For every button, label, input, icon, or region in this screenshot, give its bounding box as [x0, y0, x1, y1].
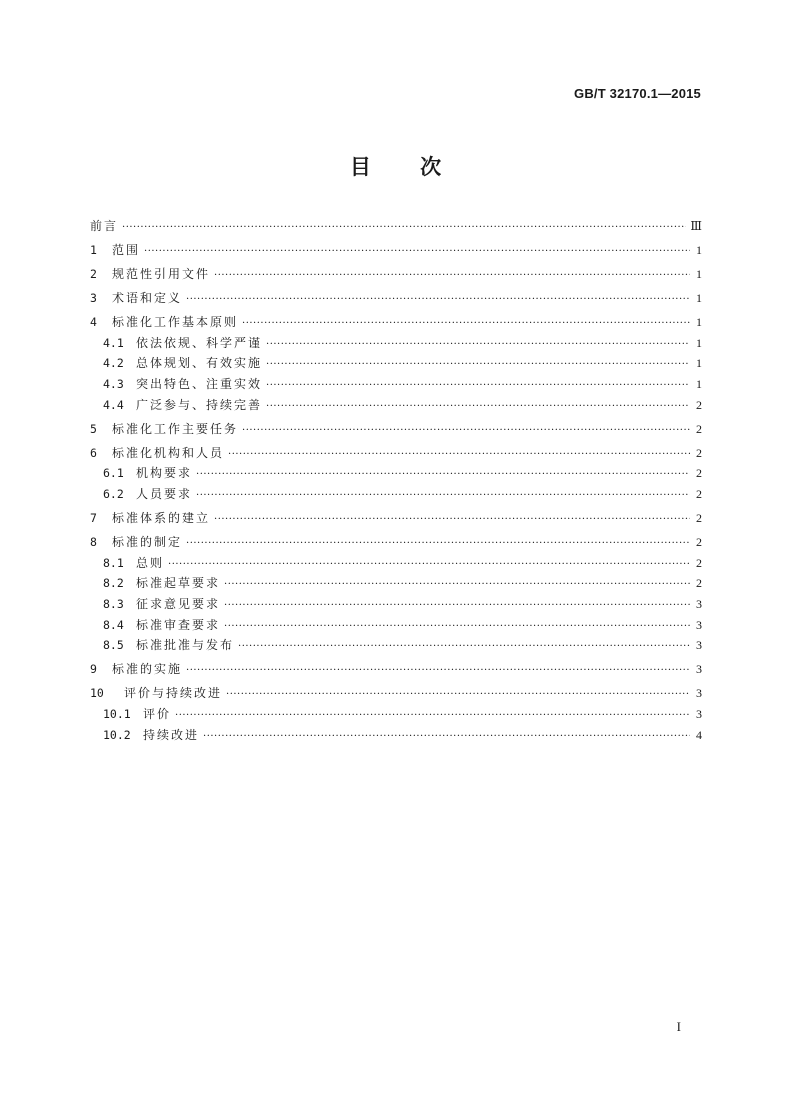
toc-entry[interactable]: [90, 288, 702, 309]
toc-entry-number: 2: [90, 266, 97, 281]
toc-entry-label: 标准的制定: [112, 535, 183, 549]
toc-entry-page: 1: [696, 377, 702, 391]
toc-entry-page: 3: [696, 662, 702, 677]
standard-code: GB/T 32170.1—2015: [574, 86, 701, 101]
toc-entry-page: 1: [696, 290, 702, 305]
dot-leader: [242, 421, 690, 442]
toc-entry-label: 广泛参与、持续完善: [136, 397, 263, 412]
dot-leader: [144, 242, 690, 263]
toc-entry-page: 2: [696, 555, 702, 570]
toc-entry[interactable]: [90, 484, 702, 505]
toc-entry-page: 3: [696, 686, 702, 701]
toc-entry-number: 8.4: [103, 617, 124, 632]
toc-entry-label: 范围: [112, 242, 141, 257]
toc-entry-page: 4: [696, 727, 702, 742]
toc-entry-number: 1: [90, 242, 97, 257]
toc-entry-label: 持续改进: [143, 727, 200, 742]
toc-entry[interactable]: [90, 443, 702, 464]
toc-entry-number: 10: [90, 686, 104, 701]
dot-leader: [242, 314, 690, 335]
toc-entry-page: 2: [696, 466, 702, 481]
toc-entry-page: 3: [696, 617, 702, 632]
toc-entry[interactable]: [90, 553, 702, 574]
dot-leader: [168, 555, 690, 576]
dot-leader: [228, 445, 690, 466]
dot-leader: [238, 637, 690, 658]
toc-entry[interactable]: [90, 573, 702, 594]
toc-entry[interactable]: [90, 216, 702, 237]
toc-entry[interactable]: [90, 333, 702, 354]
toc-entry-number: 10.1: [103, 707, 131, 722]
toc-entry-page: 1: [696, 314, 702, 329]
dot-leader: [122, 218, 686, 239]
toc-entry-label: 标准审查要求: [136, 617, 221, 632]
dot-leader: [266, 397, 690, 418]
toc-entry-page: Ⅲ: [690, 219, 702, 233]
toc-entry[interactable]: [90, 395, 702, 416]
toc-entry-label: 术语和定义: [112, 290, 183, 305]
toc-entry-label: 标准的实施: [112, 662, 183, 677]
dot-leader: [196, 465, 690, 486]
toc-entry-page: 2: [696, 535, 702, 549]
toc-entry-page: 1: [696, 242, 702, 257]
toc-entry-page: 2: [696, 421, 702, 436]
toc-entry-label: 标准化工作主要任务: [112, 421, 239, 436]
toc-entry-page: 2: [696, 511, 702, 526]
dot-leader: [175, 706, 690, 727]
toc-entry-label: 规范性引用文件: [112, 266, 211, 281]
toc-entry[interactable]: [90, 615, 702, 636]
toc-entry-number: 9: [90, 662, 97, 677]
toc-entry[interactable]: [90, 264, 702, 285]
toc-entry[interactable]: [90, 704, 702, 725]
dot-leader: [226, 685, 690, 706]
toc-entry-label: 标准体系的建立: [112, 511, 211, 526]
toc-entry[interactable]: [90, 683, 702, 704]
toc-entry-page: 2: [696, 487, 702, 502]
toc-entry[interactable]: [90, 240, 702, 261]
toc-entry-number: 4.3: [103, 377, 124, 391]
toc-entry-label: 标准化机构和人员: [112, 445, 225, 460]
toc-entry-label: 人员要求: [136, 487, 193, 502]
toc-entry-label: 总则: [136, 555, 165, 570]
dot-leader: [224, 596, 690, 617]
toc-entry-number: 6.2: [103, 487, 124, 502]
toc-entry[interactable]: [90, 635, 702, 656]
toc-entry-number: 4.1: [103, 335, 124, 350]
dot-leader: [186, 290, 690, 311]
toc-entry-page: 1: [696, 356, 702, 371]
toc-entry-number: 10.2: [103, 727, 131, 742]
toc-entry-number: 8: [90, 535, 97, 549]
toc-entry[interactable]: [90, 374, 702, 395]
dot-leader: [186, 534, 690, 555]
toc-entry-label: 突出特色、注重实效: [136, 377, 263, 391]
toc-entry[interactable]: [90, 463, 702, 484]
toc-entry-number: 8.5: [103, 638, 124, 653]
dot-leader: [214, 266, 690, 287]
page-number: I: [676, 1019, 681, 1034]
toc-entry-page: 2: [696, 397, 702, 412]
toc-entry-number: 6.1: [103, 466, 124, 481]
table-of-contents: [90, 216, 702, 745]
toc-entry-page: 3: [696, 707, 702, 722]
toc-entry-label: 前言: [90, 219, 119, 233]
toc-entry-number: 3: [90, 290, 97, 305]
toc-entry-label: 征求意见要求: [136, 597, 221, 612]
dot-leader: [266, 376, 690, 397]
toc-entry-label: 依法依规、科学严谨: [136, 335, 263, 350]
toc-entry[interactable]: [90, 312, 702, 333]
dot-leader: [224, 575, 690, 596]
toc-entry[interactable]: [90, 353, 702, 374]
dot-leader: [266, 335, 690, 356]
toc-entry-number: 8.3: [103, 597, 124, 612]
toc-entry-page: 3: [696, 638, 702, 653]
toc-entry[interactable]: [90, 594, 702, 615]
toc-entry-label: 标准起草要求: [136, 576, 221, 591]
dot-leader: [203, 727, 690, 748]
dot-leader: [266, 355, 690, 376]
toc-entry-number: 4.2: [103, 356, 124, 371]
dot-leader: [186, 661, 690, 682]
toc-entry-page: 2: [696, 576, 702, 591]
toc-entry-label: 机构要求: [136, 466, 193, 481]
toc-entry[interactable]: [90, 419, 702, 440]
toc-entry-label: 总体规划、有效实施: [136, 356, 263, 371]
toc-entry[interactable]: [90, 532, 702, 553]
toc-entry-number: 4.4: [103, 397, 124, 412]
toc-entry-number: 6: [90, 445, 97, 460]
page-title: 目 次: [349, 155, 443, 179]
toc-entry[interactable]: [90, 725, 702, 746]
toc-entry-label: 标准化工作基本原则: [112, 314, 239, 329]
toc-entry-page: 1: [696, 335, 702, 350]
toc-entry-label: 标准批准与发布: [136, 638, 235, 653]
toc-entry-number: 5: [90, 421, 97, 436]
dot-leader: [196, 486, 690, 507]
toc-entry[interactable]: [90, 659, 702, 680]
toc-entry-page: 2: [696, 445, 702, 460]
toc-entry-label: 评价与持续改进: [124, 686, 223, 701]
toc-entry-label: 评价: [143, 707, 172, 722]
toc-entry-number: 7: [90, 511, 97, 526]
dot-leader: [224, 617, 690, 638]
toc-entry-number: 8.2: [103, 576, 124, 591]
toc-entry-page: 1: [696, 266, 702, 281]
dot-leader: [214, 510, 690, 531]
toc-entry-number: 4: [90, 314, 97, 329]
toc-entry[interactable]: [90, 508, 702, 529]
toc-entry-page: 3: [696, 597, 702, 612]
toc-entry-number: 8.1: [103, 555, 124, 570]
